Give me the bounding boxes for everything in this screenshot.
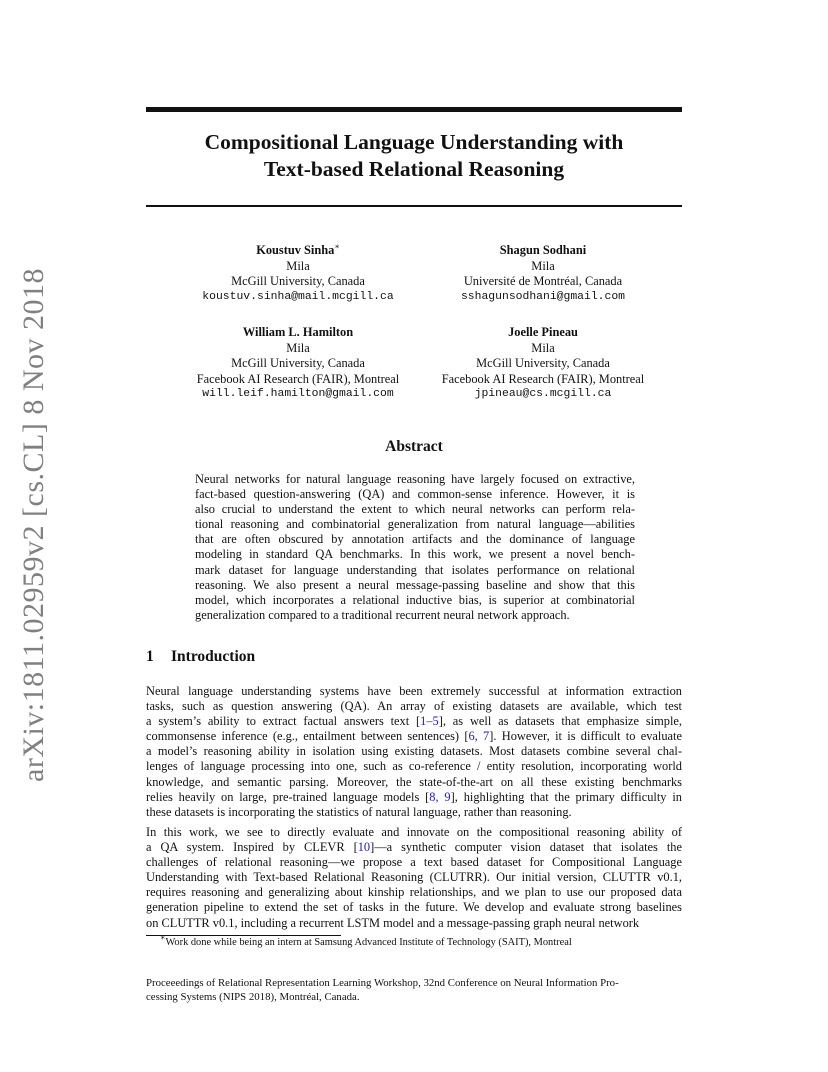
author-name: Shagun Sodhani xyxy=(499,243,587,257)
text-line: also crucial to understand the extent to which neural networks can perform rela- xyxy=(195,502,635,517)
footnote-mark: ∗ xyxy=(160,933,166,942)
text-line: mark dataset for language understanding that isolates performance on relational xyxy=(195,562,635,577)
text-line: Neural networks for natural language reasoning have largely focused on extractive, xyxy=(195,472,635,486)
author-affiliation: Mila xyxy=(286,258,310,273)
text-line: reasoning. We also present a neural message-passing baseline and show that this xyxy=(195,577,635,592)
section-heading xyxy=(146,648,255,666)
text-line: requires reasoning and generalizing about kinship relationships, and we plan to use our proposed data xyxy=(146,885,682,900)
author-affiliation: McGill University, Canada xyxy=(231,274,365,288)
section-title: Introduction xyxy=(171,648,256,665)
text-segment: a system’s ability to extract factual answers text [ xyxy=(146,714,421,729)
author-footnote-mark: ∗ xyxy=(334,242,340,251)
text-line: lenges of language processing into one, such as co-reference / entity resolution, incorporating world xyxy=(146,759,682,774)
text-line: knowledge, and semantic parsing. Moreover, the state-of-the-art on all these existing benchmarks xyxy=(146,774,682,789)
proceedings-line-2: cessing Systems (NIPS 2018), Montréal, Canada. xyxy=(146,991,360,1003)
citation-link[interactable]: 6, 7 xyxy=(468,729,490,744)
text-segment: ], as well as datasets that emphasize simple, xyxy=(438,714,682,729)
text-line: that are often obscured by annotation artifacts and the dominance of language xyxy=(195,532,635,547)
text-line: generation pipeline to extend the set of tasks in the future. We develop and evaluate strong baselines xyxy=(146,900,682,915)
author-affiliation: Mila xyxy=(531,340,555,355)
author-affiliation: Mila xyxy=(286,340,310,355)
title-rule-top xyxy=(146,107,682,112)
text-line: these datasets is incorporating the statistics of natural language, rather than reasoning. xyxy=(146,804,572,819)
proceedings-line-1: Proceeedings of Relational Representation Learning Workshop, 32nd Conference on Neural Information Pro- xyxy=(146,977,619,989)
text-line: tasks, such as question answering (QA). An array of existing datasets are available, which test xyxy=(146,699,682,714)
text-line xyxy=(146,714,682,729)
author-email: koustuv.sinha@mail.mcgill.ca xyxy=(202,290,394,303)
text-line xyxy=(146,729,682,744)
abstract-heading: Abstract xyxy=(385,438,443,455)
arxiv-sidebar-stamp xyxy=(4,268,64,782)
text-line: Neural language understanding systems have been extremely successful at information extraction xyxy=(146,684,682,698)
text-segment: ]—a synthetic computer vision dataset that isolates the xyxy=(370,840,682,855)
section-number: 1 xyxy=(146,648,154,665)
text-line xyxy=(146,790,682,805)
proceedings-note xyxy=(146,976,686,1004)
citation-link[interactable]: 10 xyxy=(357,840,371,855)
citation-link[interactable]: 1–5 xyxy=(420,714,439,729)
author-affiliation: Université de Montréal, Canada xyxy=(463,274,623,288)
author-name: Joelle Pineau xyxy=(508,325,578,339)
author-affiliation: Facebook AI Research (FAIR), Montreal xyxy=(196,371,400,386)
arxiv-id-text: arXiv:1811.02959v2 [cs.CL] 8 Nov 2018 xyxy=(17,268,50,782)
author-block-1 xyxy=(180,243,416,305)
author-affiliation: Facebook AI Research (FAIR), Montreal xyxy=(441,371,645,386)
text-segment: relies heavily on large, pre-trained language models [ xyxy=(146,789,430,804)
footnote-text: Work done while being an intern at Samsung Advanced Institute of Technology (SAIT), Montreal xyxy=(165,937,572,948)
title-rule-bottom xyxy=(146,205,682,207)
author-affiliation: McGill University, Canada xyxy=(476,356,610,370)
author-block-4 xyxy=(405,325,681,403)
text-line xyxy=(146,840,682,855)
text-line: In this work, we see to directly evaluate and innovate on the compositional reasoning ability of xyxy=(146,825,682,839)
intro-paragraph-2 xyxy=(146,825,682,931)
citation-link[interactable]: 8, 9 xyxy=(429,789,451,804)
footnote-rule xyxy=(146,935,341,936)
title-line-1: Compositional Language Understanding with xyxy=(204,130,624,154)
text-line: generalization compared to a traditional recurrent neural network approach. xyxy=(195,607,570,622)
author-email: will.leif.hamilton@gmail.com xyxy=(202,388,394,400)
author-email: sshagunsodhani@gmail.com xyxy=(460,290,626,303)
abstract-body xyxy=(195,472,635,623)
text-line: modeling in standard QA benchmarks. In this work, we present a novel bench- xyxy=(195,547,635,562)
author-affiliation: McGill University, Canada xyxy=(231,356,365,370)
paper-title xyxy=(146,129,682,183)
footnote xyxy=(160,933,572,948)
author-name: William L. Hamilton xyxy=(242,325,354,339)
author-block-2 xyxy=(425,243,661,305)
text-line: model, which incorporates a relational inductive bias, is superior at combinatorial xyxy=(195,592,635,607)
text-line: Understanding with Text-based Relational Reasoning (CLUTRR). Our initial version, CLUTTR v0.1, xyxy=(146,870,682,885)
text-line: a model’s reasoning ability in isolation using existing datasets. Most datasets combine several chal- xyxy=(146,744,682,759)
author-email: jpineau@cs.mcgill.ca xyxy=(474,388,612,400)
text-line: challenges of relational reasoning—we propose a text based dataset for Compositional Language xyxy=(146,855,682,870)
author-affiliation: Mila xyxy=(531,258,555,273)
text-line: tional reasoning and combinatorial generalization from natural language—abilities xyxy=(195,517,635,532)
text-line: on CLUTTR v0.1, including a recurrent LSTM model and a message-passing graph neural network xyxy=(146,915,640,930)
text-segment: commonsense inference (e.g., entailment between sentences) [ xyxy=(146,729,469,744)
title-line-2: Text-based Relational Reasoning xyxy=(263,157,565,181)
text-segment: ], highlighting that the primary difficulty in xyxy=(450,789,682,804)
text-segment: a QA system. Inspired by CLEVR [ xyxy=(146,840,358,855)
text-segment: ]. However, it is difficult to evaluate xyxy=(489,729,682,744)
author-block-3 xyxy=(160,325,436,403)
intro-paragraph-1 xyxy=(146,684,682,820)
author-name: Koustuv Sinha xyxy=(256,243,335,257)
text-line: fact-based question-answering (QA) and common-sense inference. However, it is xyxy=(195,487,635,502)
